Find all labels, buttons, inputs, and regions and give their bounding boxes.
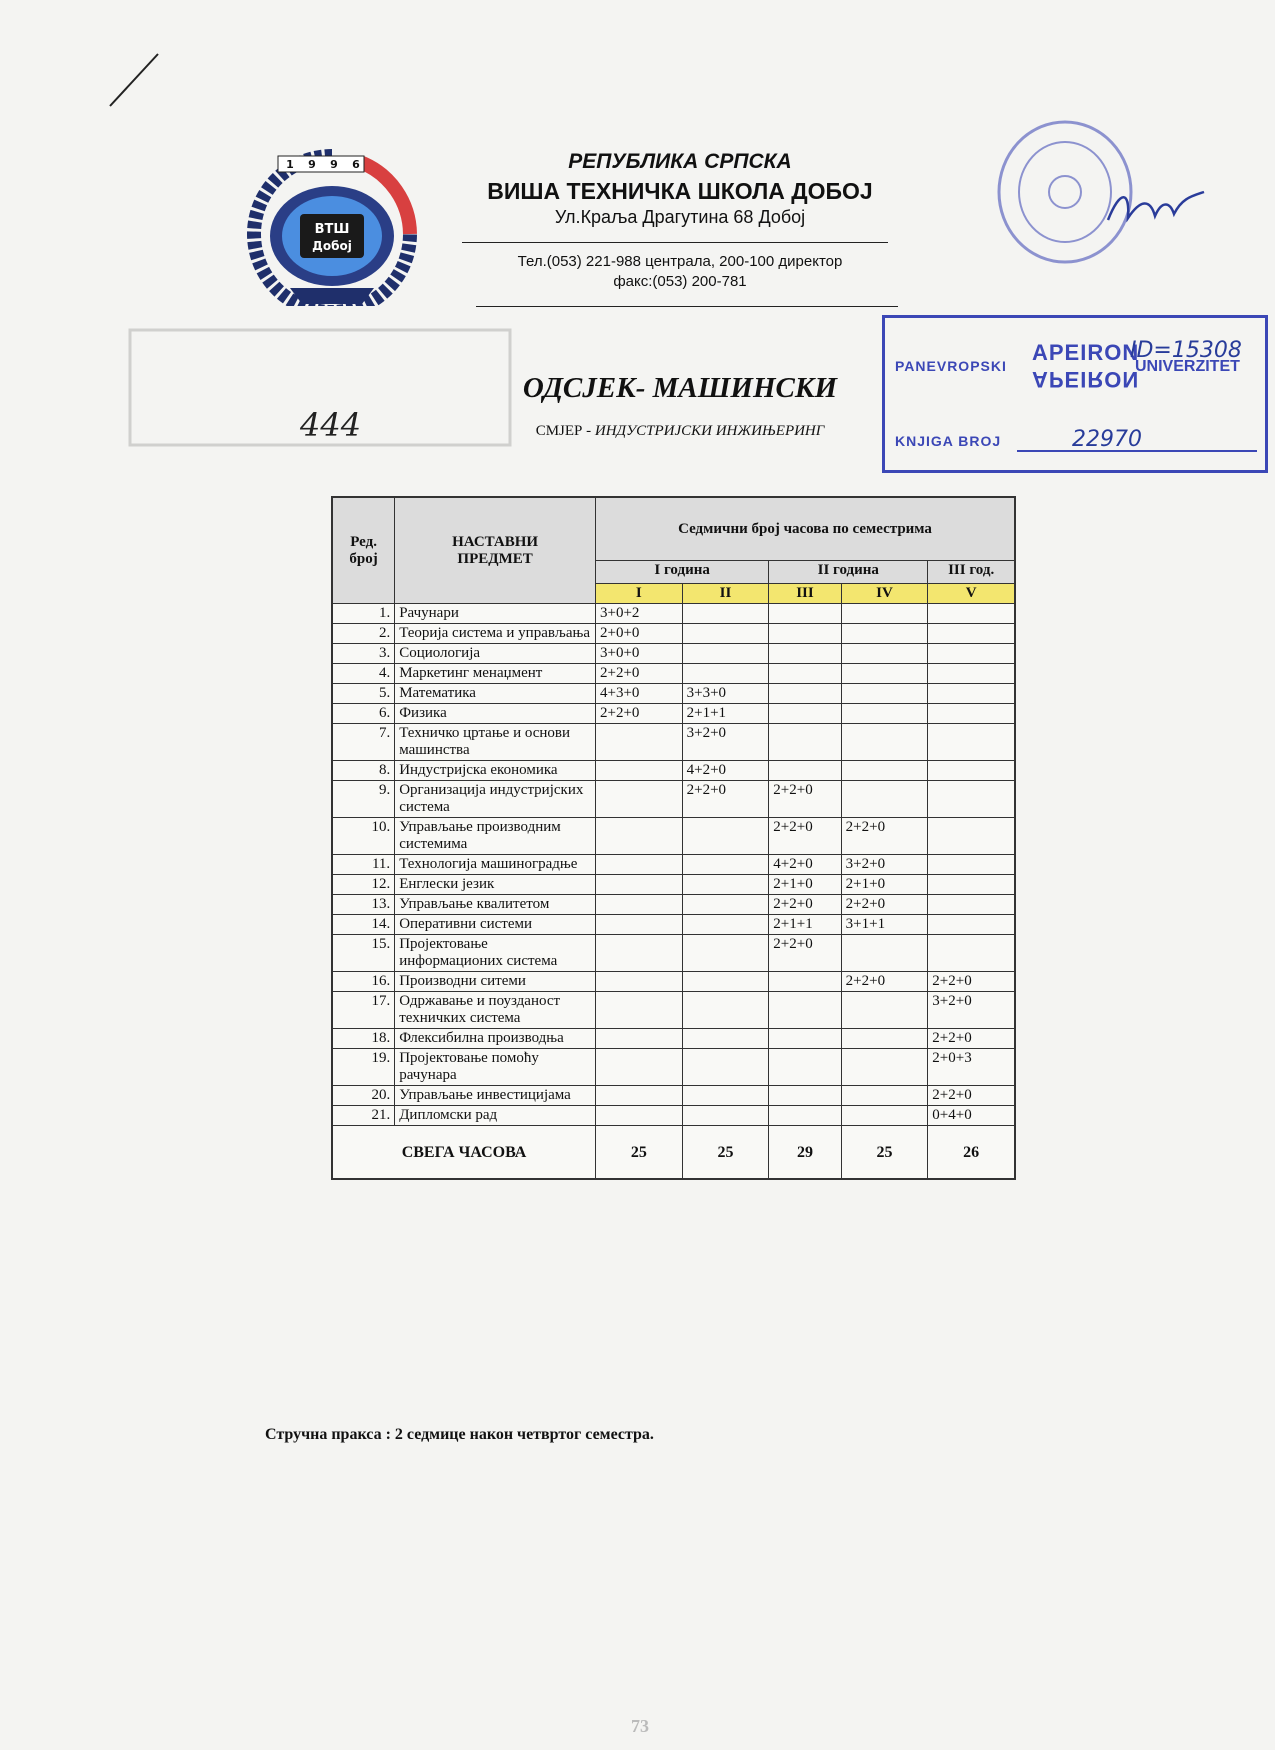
table-row [332,704,1015,724]
logo-year-digit: 1 [286,158,294,171]
total-cell: 25 [596,1126,683,1180]
school-phone: Тел.(053) 221-988 централа, 200-100 директор [517,253,843,270]
row-number: 1. [332,604,395,624]
row-semester-hours: 2+2+0 [769,818,841,855]
row-subject: Пројектовање помоћу рачунара [395,1049,596,1086]
row-number: 20. [332,1086,395,1106]
row-number: 5. [332,684,395,704]
row-subject: Индустријска економика [395,761,596,781]
row-semester-hours: 4+3+0 [596,684,683,704]
row-semester-hours [596,1049,683,1086]
row-subject: Дипломски рад [395,1106,596,1126]
table-row [332,935,1015,972]
row-semester-hours [841,624,928,644]
col-header-number-line: број [349,550,378,567]
row-semester-hours [769,1029,841,1049]
row-semester-hours [682,915,769,935]
row-semester-hours: 2+2+0 [769,935,841,972]
row-subject: Производни ситеми [395,972,596,992]
row-semester-hours [596,935,683,972]
table-row [332,664,1015,684]
row-semester-hours: 2+1+0 [841,875,928,895]
row-semester-hours [841,935,928,972]
row-semester-hours [769,664,841,684]
row-semester-hours [596,724,683,761]
row-semester-hours [682,855,769,875]
department-title: ОДСЈЕК- МАШИНСКИ [522,372,838,404]
handwritten-id: ID=15308 [1130,338,1242,363]
handwritten-book-number: 22970 [1072,427,1142,452]
row-subject: Техничко цртање и основи машинства [395,724,596,761]
row-semester-hours [682,972,769,992]
pen-mark [106,50,166,110]
signature [1100,180,1210,240]
header-divider [476,306,898,307]
row-number: 6. [332,704,395,724]
stamp-univerzitet: UNIVERZITET [1135,358,1240,375]
row-semester-hours [682,1029,769,1049]
page-number: 73 [631,1716,649,1736]
major-line [440,423,920,440]
row-semester-hours [596,915,683,935]
logo-year-digit: 9 [308,158,316,171]
row-subject: Физика [395,704,596,724]
row-semester-hours [928,761,1015,781]
year-header: II година [769,561,928,584]
year-header: III год. [928,561,1015,584]
row-semester-hours [682,664,769,684]
row-semester-hours [769,644,841,664]
row-subject: Маркетинг менаџмент [395,664,596,684]
semester-header: III [769,584,841,604]
table-row [332,1106,1015,1126]
row-semester-hours [769,704,841,724]
row-semester-hours: 3+2+0 [682,724,769,761]
logo-year-digit: 6 [352,158,360,171]
stamp-book-label: KNJIGA BROJ [895,433,1002,449]
row-semester-hours [841,1049,928,1086]
row-semester-hours: 2+2+0 [841,818,928,855]
row-subject: Управљање инвестицијама [395,1086,596,1106]
row-subject: Флексибилна производња [395,1029,596,1049]
total-cell: 25 [841,1126,928,1180]
row-semester-hours [769,1086,841,1106]
row-number: 15. [332,935,395,972]
row-semester-hours [596,1086,683,1106]
semester-header: IV [841,584,928,604]
row-semester-hours [682,818,769,855]
row-semester-hours [769,604,841,624]
table-row [332,1086,1015,1106]
logo-year-digit: 9 [330,158,338,171]
row-subject: Пројектовање информационих система [395,935,596,972]
row-semester-hours [769,761,841,781]
row-semester-hours [769,1106,841,1126]
republic-name: РЕПУБЛИКА СРПСКА [568,150,792,173]
row-semester-hours [596,895,683,915]
total-row [332,1126,1015,1180]
row-semester-hours [841,761,928,781]
row-semester-hours: 4+2+0 [769,855,841,875]
table-row [332,818,1015,855]
stamp-panevropski: PANEVROPSKI [895,358,1007,374]
row-semester-hours: 3+0+2 [596,604,683,624]
school-fax: факс:(053) 200-781 [613,273,747,290]
row-semester-hours [841,644,928,664]
table-row [332,684,1015,704]
row-number: 9. [332,781,395,818]
row-number: 13. [332,895,395,915]
row-subject: Одржавање и поузданост техничких система [395,992,596,1029]
row-semester-hours: 2+1+1 [769,915,841,935]
row-number: 12. [332,875,395,895]
total-cell: 25 [682,1126,769,1180]
row-semester-hours: 0+4+0 [928,1106,1015,1126]
row-semester-hours [596,875,683,895]
table-row [332,1029,1015,1049]
row-number: 17. [332,992,395,1029]
school-address: Ул.Краља Драгутина 68 Добој [554,207,806,227]
row-semester-hours: 3+0+0 [596,644,683,664]
row-semester-hours [928,781,1015,818]
row-semester-hours [682,644,769,664]
row-semester-hours [841,1086,928,1106]
row-semester-hours [682,1106,769,1126]
row-semester-hours [682,1049,769,1086]
row-semester-hours [682,935,769,972]
table-body [332,604,1015,1126]
row-subject: Социологија [395,644,596,664]
row-number: 7. [332,724,395,761]
row-semester-hours [928,624,1015,644]
row-number: 10. [332,818,395,855]
row-semester-hours [928,915,1015,935]
row-semester-hours [596,1106,683,1126]
semester-header: V [928,584,1015,604]
table-row [332,761,1015,781]
school-name: ВИША ТЕХНИЧКА ШКОЛА ДОБОЈ [487,178,873,204]
curriculum-table [331,496,1016,1180]
row-subject: Организација индустријских система [395,781,596,818]
row-number: 3. [332,644,395,664]
semester-header: II [682,584,769,604]
row-semester-hours: 2+2+0 [682,781,769,818]
col-header-subject [395,497,596,604]
row-semester-hours: 3+2+0 [928,992,1015,1029]
col-header-number-line: Ред. [350,533,377,550]
row-semester-hours [769,992,841,1029]
row-semester-hours [841,1029,928,1049]
row-semester-hours [596,818,683,855]
row-semester-hours [928,644,1015,664]
row-semester-hours [682,1086,769,1106]
table-row [332,624,1015,644]
row-semester-hours [928,684,1015,704]
table-row [332,781,1015,818]
row-semester-hours [928,604,1015,624]
row-subject: Оперативни системи [395,915,596,935]
row-subject: Управљање квалитетом [395,895,596,915]
row-semester-hours [596,992,683,1029]
total-cell: 29 [769,1126,841,1180]
col-header-number [332,497,395,604]
col-header-weekly: Седмични број часова по семестрима [596,497,1016,561]
table-row [332,855,1015,875]
row-semester-hours: 2+0+0 [596,624,683,644]
total-cell: 26 [928,1126,1015,1180]
row-semester-hours [682,604,769,624]
major-name: ИНДУСТРИЈСКИ ИНЖИЊЕРИНГ [594,423,825,439]
row-semester-hours: 2+2+0 [928,972,1015,992]
table-row [332,895,1015,915]
logo-text-2: Добој [312,239,352,253]
row-subject: Технологија машиноградње [395,855,596,875]
row-semester-hours [769,684,841,704]
row-semester-hours [682,992,769,1029]
row-semester-hours [928,818,1015,855]
stamp-apeiron-mirrored: APEIRON [1032,367,1140,392]
row-semester-hours [841,724,928,761]
handwritten-number: 444 [300,406,362,444]
row-semester-hours [769,724,841,761]
row-semester-hours [841,684,928,704]
row-semester-hours [769,624,841,644]
total-label: СВЕГА ЧАСОВА [332,1126,596,1180]
row-subject: Математика [395,684,596,704]
row-semester-hours [841,781,928,818]
row-semester-hours: 4+2+0 [682,761,769,781]
row-semester-hours: 3+2+0 [841,855,928,875]
row-semester-hours [682,624,769,644]
stamp-apeiron: APEIRON [1032,340,1140,365]
table-row [332,875,1015,895]
row-semester-hours [928,935,1015,972]
row-subject: Рачунари [395,604,596,624]
col-header-subject-line: ПРЕДМЕТ [457,550,533,567]
row-semester-hours: 2+2+0 [769,781,841,818]
row-semester-hours: 2+2+0 [928,1086,1015,1106]
table-row [332,644,1015,664]
row-semester-hours: 2+1+0 [769,875,841,895]
table-row [332,1049,1015,1086]
row-subject: Теорија система и управљања [395,624,596,644]
row-semester-hours: 2+2+0 [596,664,683,684]
row-semester-hours [769,1049,841,1086]
table-row [332,604,1015,624]
row-number: 21. [332,1106,395,1126]
semester-header: I [596,584,683,604]
row-semester-hours: 3+1+1 [841,915,928,935]
row-semester-hours [841,992,928,1029]
row-semester-hours [928,704,1015,724]
row-number: 8. [332,761,395,781]
row-subject: Управљање производним системима [395,818,596,855]
row-semester-hours [928,724,1015,761]
row-semester-hours [596,972,683,992]
row-semester-hours [928,664,1015,684]
row-semester-hours [841,604,928,624]
row-semester-hours: 2+2+0 [841,895,928,915]
row-number: 14. [332,915,395,935]
row-semester-hours [596,761,683,781]
row-number: 4. [332,664,395,684]
row-semester-hours [841,1106,928,1126]
row-semester-hours: 2+1+1 [682,704,769,724]
row-semester-hours: 3+3+0 [682,684,769,704]
row-number: 16. [332,972,395,992]
col-header-subject-line: НАСТАВНИ [452,533,539,550]
table-row [332,992,1015,1029]
row-semester-hours [928,895,1015,915]
row-subject: Енглески језик [395,875,596,895]
row-number: 2. [332,624,395,644]
table-row [332,724,1015,761]
row-number: 18. [332,1029,395,1049]
row-semester-hours [841,664,928,684]
row-number: 19. [332,1049,395,1086]
row-semester-hours: 2+2+0 [841,972,928,992]
header-divider [462,242,888,243]
practice-note: Стручна пракса : 2 седмице након четвртог семестра. [265,1426,654,1443]
table-row [332,972,1015,992]
row-semester-hours: 2+2+0 [928,1029,1015,1049]
row-semester-hours [682,895,769,915]
major-prefix: СМЈЕР - [535,423,595,439]
row-semester-hours: 2+2+0 [596,704,683,724]
logo-text-1: ВТШ [314,222,350,237]
row-number: 11. [332,855,395,875]
row-semester-hours: 2+2+0 [769,895,841,915]
row-semester-hours [682,875,769,895]
table-row [332,915,1015,935]
row-semester-hours [841,704,928,724]
row-semester-hours: 2+0+3 [928,1049,1015,1086]
row-semester-hours [769,972,841,992]
row-semester-hours [596,781,683,818]
school-logo [242,148,422,306]
row-semester-hours [928,875,1015,895]
row-semester-hours [596,855,683,875]
row-semester-hours [596,1029,683,1049]
year-header: I година [596,561,769,584]
row-semester-hours [928,855,1015,875]
